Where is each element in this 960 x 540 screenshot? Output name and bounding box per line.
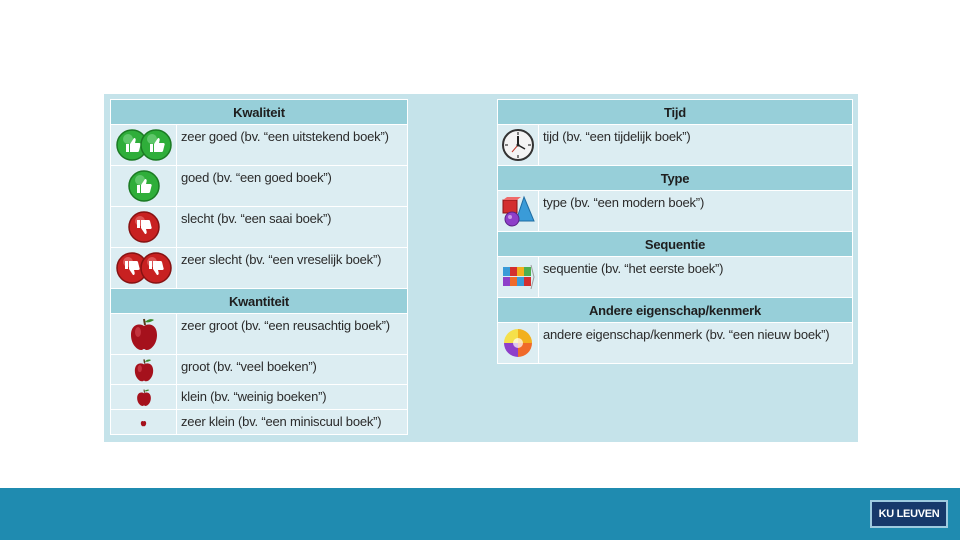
andere-row-text: andere eigenschap/kenmerk (bv. “een nieuw boek”)	[539, 323, 853, 364]
small-apple-icon	[111, 385, 177, 410]
medium-apple-icon	[111, 355, 177, 385]
large-apple-icon	[111, 314, 177, 355]
andere-header: Andere eigenschap/kenmerk	[498, 298, 853, 323]
ku-leuven-logo: KU LEUVEN	[870, 500, 948, 528]
kwaliteit-header: Kwaliteit	[111, 100, 408, 125]
footer-bar	[0, 488, 960, 540]
kwantiteit-row-text: zeer klein (bv. “een miniscuul boek”)	[177, 410, 408, 435]
kwaliteit-row-text: goed (bv. “een goed boek”)	[177, 166, 408, 207]
content-panel	[104, 94, 858, 442]
quality-quantity-table	[110, 99, 408, 435]
shapes-icon	[498, 191, 539, 232]
tijd-row-text: tijd (bv. “een tijdelijk boek”)	[539, 125, 853, 166]
kwantiteit-row-text: groot (bv. “veel boeken”)	[177, 355, 408, 385]
kwaliteit-row-text: zeer goed (bv. “een uitstekend boek”)	[177, 125, 408, 166]
time-type-sequence-table	[497, 99, 853, 364]
clock-icon	[498, 125, 539, 166]
kwaliteit-row-text: slecht (bv. “een saai boek”)	[177, 207, 408, 248]
tiny-apple-icon	[111, 410, 177, 435]
kwantiteit-row-text: zeer groot (bv. “een reusachtig boek”)	[177, 314, 408, 355]
kwantiteit-row-text: klein (bv. “weinig boeken”)	[177, 385, 408, 410]
sequentie-row-text: sequentie (bv. “het eerste boek”)	[539, 257, 853, 298]
thumbs-up-icon	[111, 166, 177, 207]
color-wheel-icon	[498, 323, 539, 364]
type-row-text: type (bv. “een modern boek”)	[539, 191, 853, 232]
type-header: Type	[498, 166, 853, 191]
sequentie-header: Sequentie	[498, 232, 853, 257]
kwantiteit-header: Kwantiteit	[111, 289, 408, 314]
double-thumbs-down-icon	[111, 248, 177, 289]
double-thumbs-up-icon	[111, 125, 177, 166]
tijd-header: Tijd	[498, 100, 853, 125]
thumbs-down-icon	[111, 207, 177, 248]
sequence-blocks-icon	[498, 257, 539, 298]
kwaliteit-row-text: zeer slecht (bv. “een vreselijk boek”)	[177, 248, 408, 289]
